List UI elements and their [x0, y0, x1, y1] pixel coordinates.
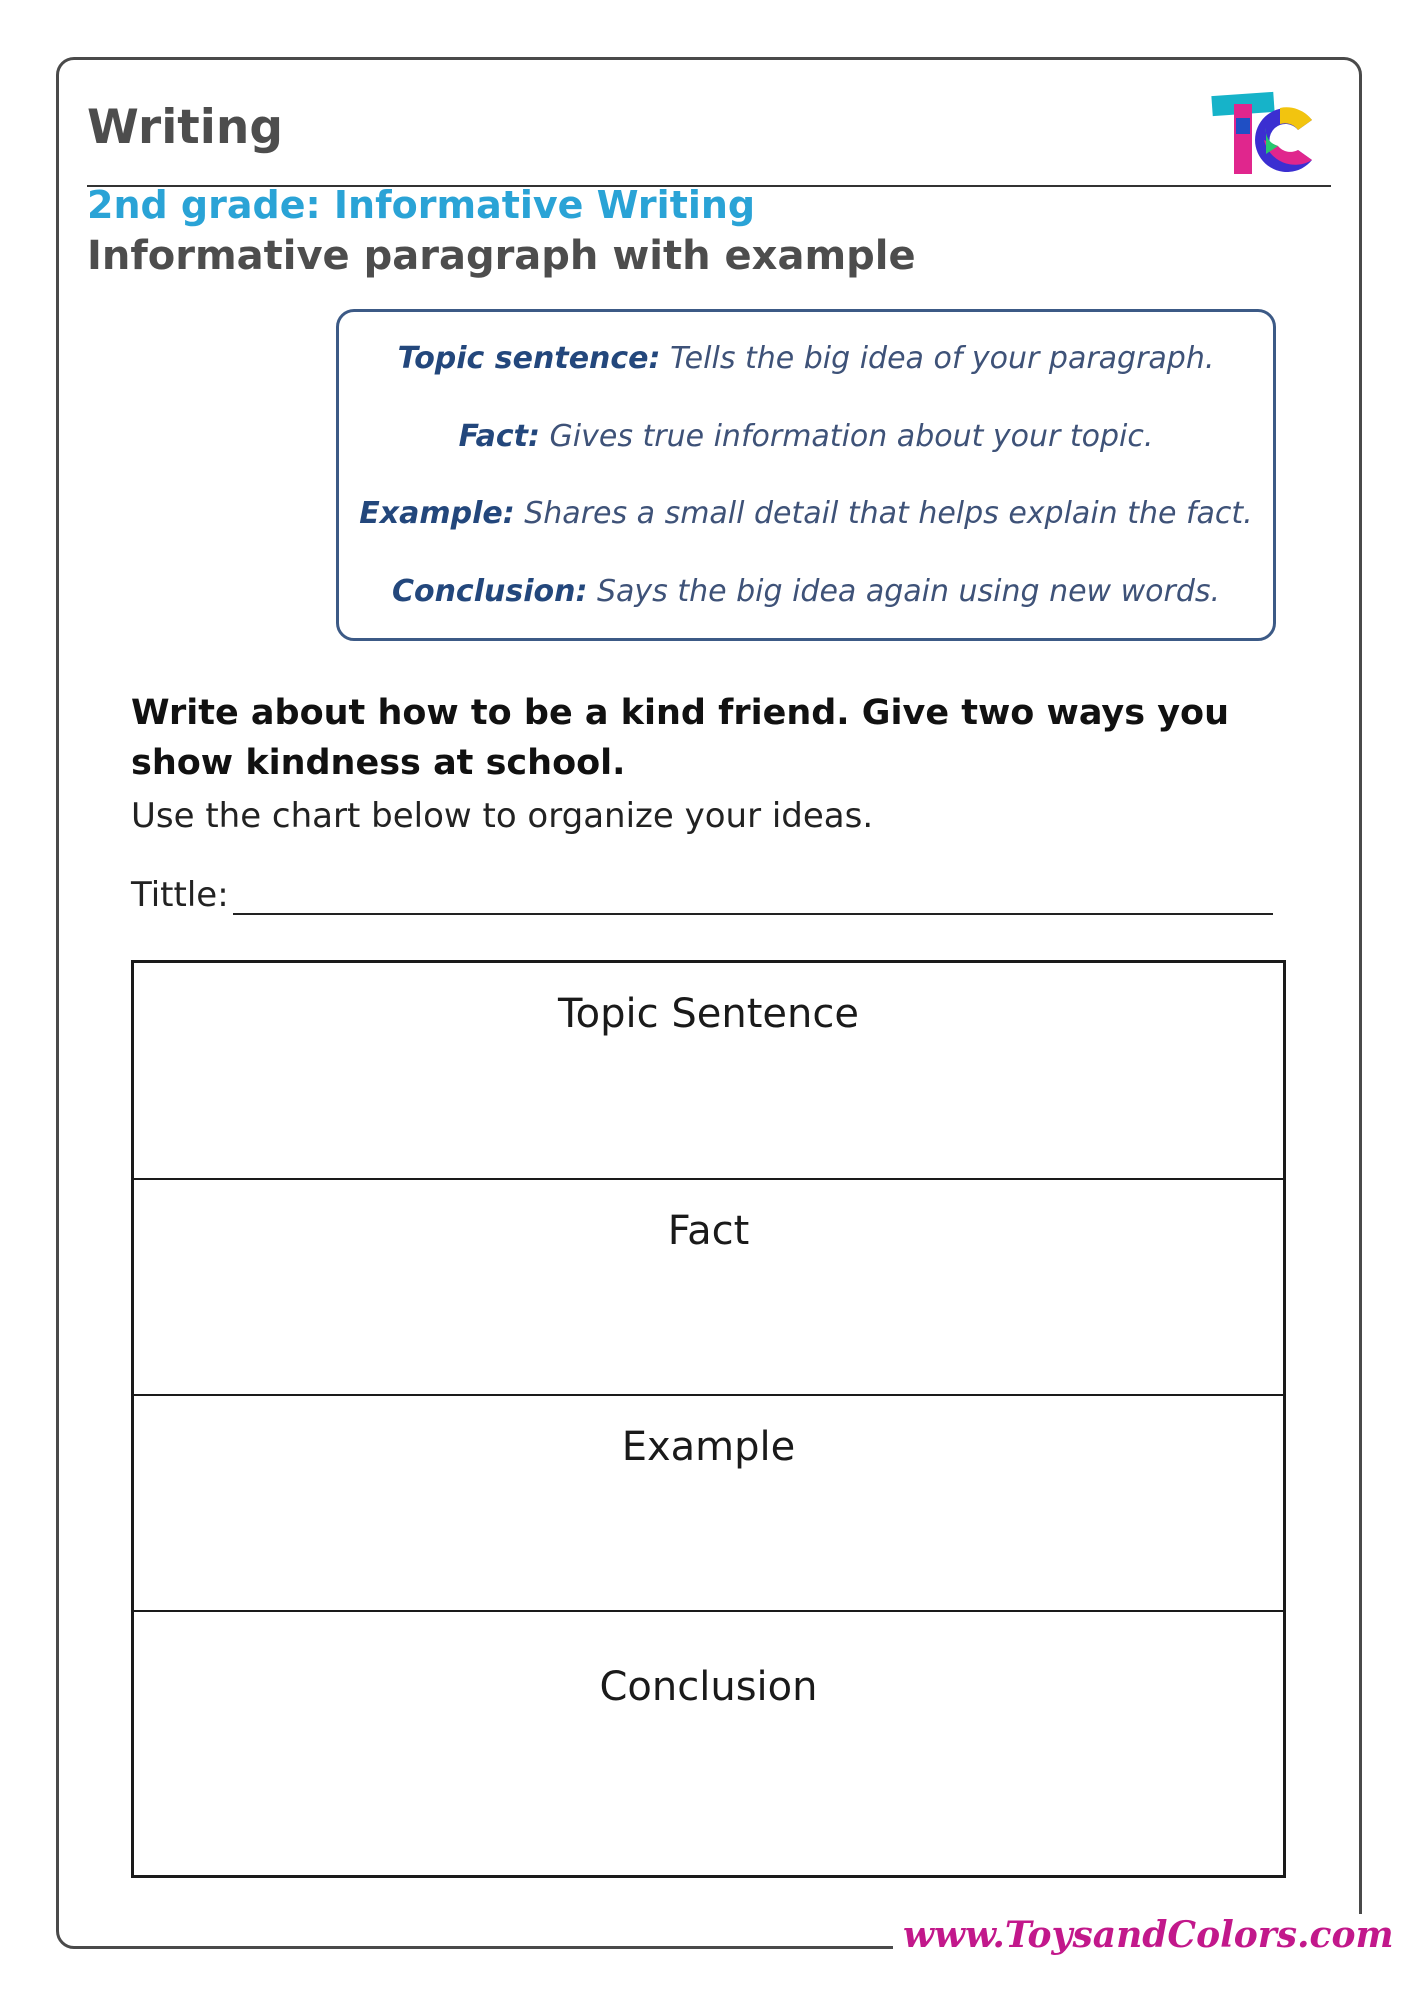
definition-term: Example: — [359, 496, 515, 532]
definition-term: Topic sentence: — [397, 341, 661, 377]
chart-row-fact[interactable] — [134, 1178, 1283, 1394]
chart-row-label: Fact — [667, 1208, 750, 1254]
title-field[interactable] — [131, 873, 1273, 915]
footer-website: www.ToysandColors.com — [893, 1914, 1404, 1956]
chart-row-label: Topic Sentence — [558, 991, 859, 1037]
chart-row-label: Example — [621, 1424, 796, 1470]
worksheet-title: Informative paragraph with example — [87, 233, 916, 279]
organizer-chart — [131, 960, 1286, 1878]
toys-and-colors-logo — [1208, 88, 1320, 180]
chart-row-topic-sentence[interactable] — [134, 963, 1283, 1178]
definitions-box — [336, 309, 1276, 641]
logo-text: TC — [1208, 88, 1210, 89]
writing-prompt: Write about how to be a kind friend. Give two ways you show kindness at school. — [131, 693, 1230, 783]
chart-row-label: Conclusion — [599, 1664, 818, 1710]
definition-topic-sentence — [339, 341, 1273, 376]
definition-conclusion — [339, 574, 1273, 609]
definition-text: Tells the big idea of your paragraph. — [660, 341, 1215, 377]
definition-text: Says the big idea again using new words. — [587, 573, 1221, 609]
definition-text: Gives true information about your topic. — [540, 418, 1154, 454]
definition-term: Fact: — [458, 418, 540, 454]
definition-text: Shares a small detail that helps explain the fact. — [514, 496, 1253, 532]
definition-fact — [339, 419, 1273, 454]
instruction-text: Use the chart below to organize your ideas. — [131, 796, 874, 836]
subject-heading: Writing — [87, 100, 283, 155]
definition-example — [339, 496, 1273, 531]
title-write-line[interactable] — [233, 873, 1273, 915]
definition-term: Conclusion: — [391, 573, 588, 609]
grade-subtitle: 2nd grade: Informative Writing — [87, 183, 756, 227]
chart-row-example[interactable] — [134, 1394, 1283, 1610]
title-label: Tittle: — [131, 875, 229, 915]
chart-row-conclusion[interactable] — [134, 1610, 1283, 1875]
